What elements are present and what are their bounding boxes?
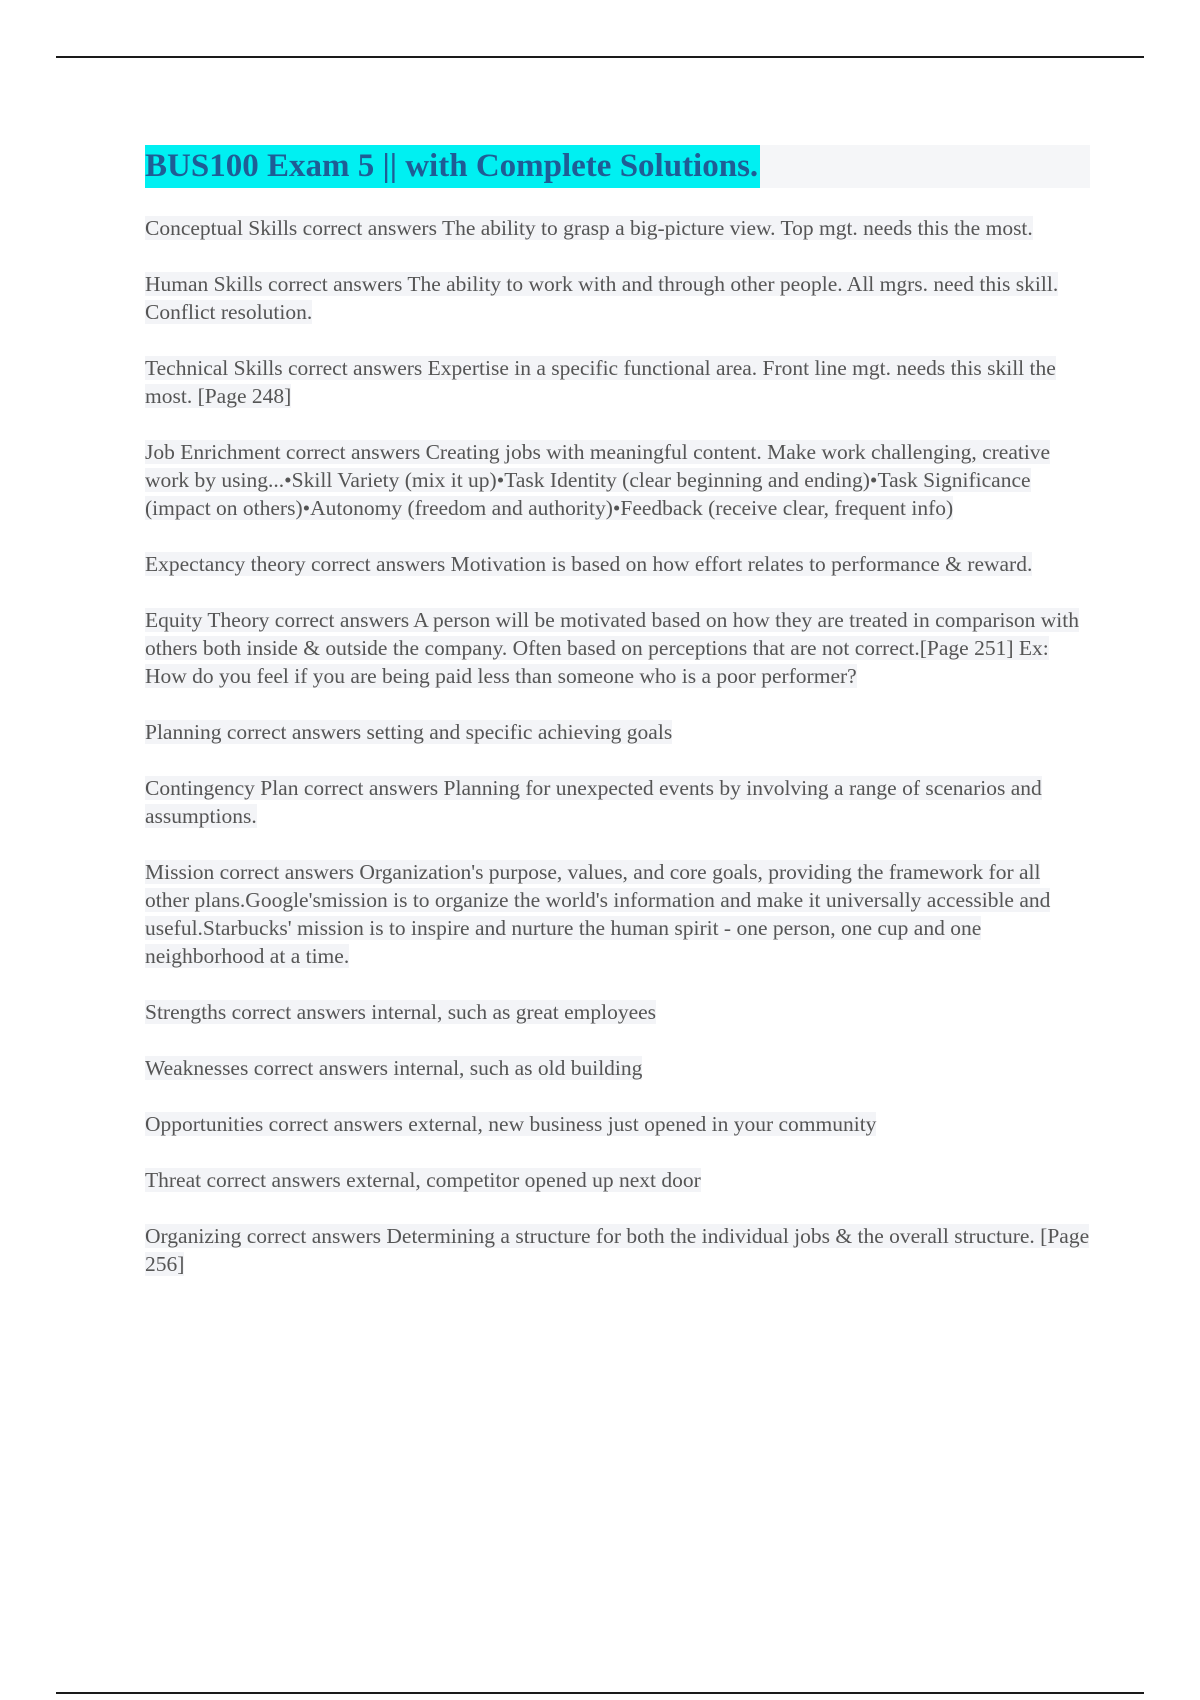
entry-text: Conceptual Skills correct answers The ability to grasp a big-picture view. Top mgt. needs this the most. — [145, 216, 1033, 240]
entry-opportunities — [145, 1110, 1090, 1138]
entry-text: Threat correct answers external, competitor opened up next door — [145, 1168, 701, 1192]
entry-threat — [145, 1166, 1090, 1194]
entry-text: Job Enrichment correct answers Creating jobs with meaningful content. Make work challenging, creative work by using...•Skill Variety (mix it up)•Task Identity (clear beginning and ending)•Task Significance (impact on others)•Autonomy (freedom and authority)•Feedback (receive clear, frequent info) — [145, 440, 1051, 520]
entry-conceptual-skills — [145, 214, 1090, 242]
entry-text: Opportunities correct answers external, new business just opened in your community — [145, 1112, 877, 1136]
entry-text: Organizing correct answers Determining a structure for both the individual jobs & the overall structure. [Page 256] — [145, 1224, 1090, 1276]
entry-planning — [145, 718, 1090, 746]
entry-technical-skills — [145, 354, 1090, 410]
entry-equity-theory — [145, 606, 1090, 690]
entry-organizing — [145, 1222, 1090, 1278]
document-body — [145, 145, 1090, 1306]
entry-mission — [145, 858, 1090, 970]
entry-text: Technical Skills correct answers Expertise in a specific functional area. Front line mgt. needs this skill the most. [Page 248] — [145, 356, 1056, 408]
document-title: BUS100 Exam 5 || with Complete Solutions. — [145, 145, 760, 188]
entry-text: Mission correct answers Organization's purpose, values, and core goals, providing the framework for all other plans.Google'smission is to organize the world's information and make it universally accessible and useful.Starbucks' mission is to inspire and nurture the human spirit - one person, one cup and one neighborhood at a time. — [145, 860, 1051, 968]
entry-text: Weaknesses correct answers internal, such as old building — [145, 1056, 643, 1080]
title-band — [145, 145, 1090, 188]
entry-text: Human Skills correct answers The ability to work with and through other people. All mgrs. need this skill. Conflict resolution. — [145, 272, 1059, 324]
entry-human-skills — [145, 270, 1090, 326]
entry-weaknesses — [145, 1054, 1090, 1082]
entry-contingency-plan — [145, 774, 1090, 830]
entry-expectancy-theory — [145, 550, 1090, 578]
entry-text: Equity Theory correct answers A person will be motivated based on how they are treated in comparison with others both inside & outside the company. Often based on perceptions that are not correct.[Page 251] Ex: How do you feel if you are being paid less than someone who is a poor performer? — [145, 608, 1080, 688]
header-rule — [56, 56, 1144, 58]
entry-text: Contingency Plan correct answers Planning for unexpected events by involving a range of scenarios and assumptions. — [145, 776, 1042, 828]
entry-strengths — [145, 998, 1090, 1026]
entry-job-enrichment — [145, 438, 1090, 522]
entry-text: Strengths correct answers internal, such as great employees — [145, 1000, 657, 1024]
footer-rule — [56, 1692, 1144, 1694]
entry-text: Planning correct answers setting and specific achieving goals — [145, 720, 673, 744]
entry-text: Expectancy theory correct answers Motivation is based on how effort relates to performance & reward. — [145, 552, 1033, 576]
